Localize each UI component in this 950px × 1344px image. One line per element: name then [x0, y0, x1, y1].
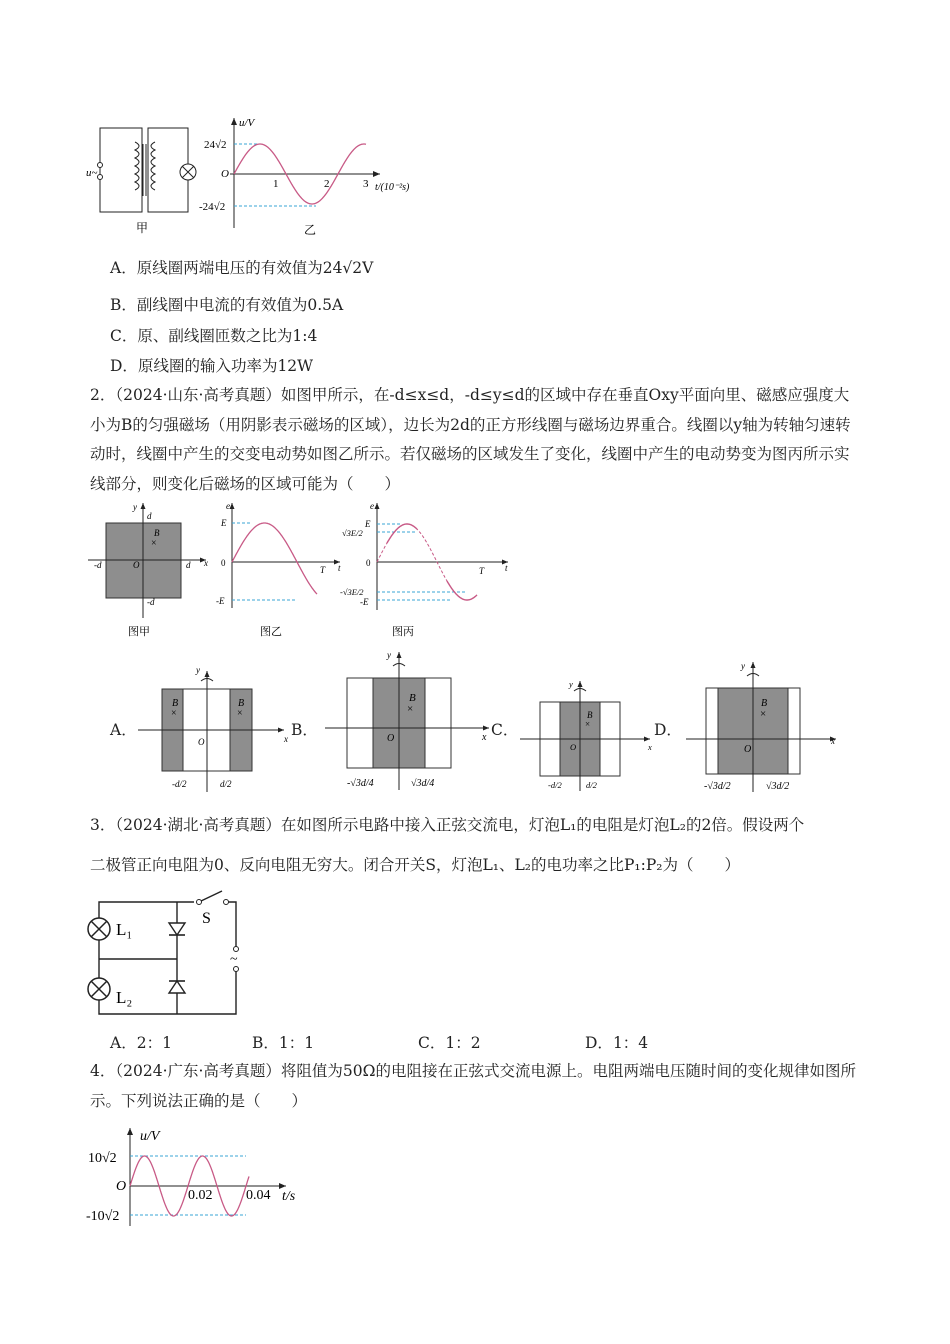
- svg-text:-24√2: -24√2: [199, 201, 226, 213]
- q3-circuit: [82, 885, 252, 1020]
- q2-option-b-label[interactable]: B．: [291, 721, 318, 739]
- svg-text:×: ×: [151, 538, 157, 549]
- svg-text:0.02: 0.02: [188, 1188, 213, 1203]
- svg-text:√3d/2: √3d/2: [766, 781, 790, 792]
- q4-voltage-graph: [86, 1122, 316, 1232]
- svg-text:B: B: [154, 528, 160, 538]
- svg-text:T: T: [320, 565, 326, 575]
- svg-text:2: 2: [324, 178, 330, 190]
- q1-option-b[interactable]: B．副线圈中电流的有效值为0.5A: [110, 296, 344, 314]
- q4-stem: 4．（2024·广东·高考真题）将阻值为50Ω的电阻接在正弦式交流电源上。电阻两端电压随时间的变化规律如图所示。下列说法正确的是（ ）: [90, 1062, 857, 1110]
- svg-text:B: B: [238, 698, 245, 709]
- q1-figure: [84, 110, 424, 245]
- svg-text:-√3E/2: -√3E/2: [340, 587, 364, 597]
- q2-option-d-label[interactable]: D．: [654, 721, 682, 739]
- svg-text:O: O: [116, 1179, 127, 1194]
- q2-fig-jia: [88, 500, 213, 642]
- svg-text:x: x: [284, 734, 288, 744]
- q2-fig-bing: [340, 500, 518, 642]
- q2-option-a-figure[interactable]: [138, 665, 288, 795]
- svg-text:图甲: 图甲: [128, 626, 150, 638]
- svg-text:T: T: [479, 566, 485, 576]
- q2-option-b-figure[interactable]: [325, 648, 495, 798]
- svg-text:0: 0: [221, 558, 226, 568]
- svg-text:×: ×: [407, 703, 414, 715]
- svg-text:-d/2: -d/2: [172, 779, 187, 789]
- svg-text:u~: u~: [86, 167, 98, 179]
- svg-text:x: x: [482, 732, 487, 743]
- svg-text:~: ~: [230, 952, 238, 967]
- svg-text:×: ×: [585, 719, 591, 729]
- svg-text:-d: -d: [94, 560, 102, 570]
- svg-text:y: y: [133, 502, 137, 512]
- q3-stem-line2: 二极管正向电阻为0、反向电阻无穷大。闭合开关S，灯泡L₁、L₂的电功率之比P₁:P₂为（ ）: [90, 856, 741, 874]
- svg-text:y: y: [569, 679, 573, 689]
- svg-text:y: y: [741, 661, 745, 671]
- svg-text:×: ×: [760, 708, 767, 720]
- q2-stem: 2．（2024·山东·高考真题）如图甲所示，在-d≤x≤d，-d≤y≤d的区域中存在垂直Oxy平面向里、磁感应强度大小为B的匀强磁场（用阴影表示磁场的区域），边长为2d的正方形线圈与磁场边界重合。线圈以y轴为转轴匀速转动时，线圈中产生的交变电动势如图乙所示。若仅磁场的区域发生了变化，线圈中产生的电动势变为图丙所示实线部分，则变化后磁场的区域可能为（ ）: [90, 386, 851, 493]
- svg-text:E: E: [365, 519, 371, 529]
- svg-text:O: O: [744, 744, 752, 755]
- svg-text:-√3d/4: -√3d/4: [347, 778, 374, 789]
- q1-option-d[interactable]: D．原线圈的输入功率为12W: [110, 357, 314, 375]
- svg-text:d/2: d/2: [586, 780, 597, 790]
- svg-text:-d/2: -d/2: [548, 780, 562, 790]
- svg-text:d: d: [186, 560, 191, 570]
- svg-text:O: O: [387, 733, 395, 744]
- svg-text:S: S: [202, 910, 211, 927]
- caption-jia: 甲: [136, 221, 149, 235]
- svg-text:t/s: t/s: [282, 1189, 296, 1204]
- diode-upper-icon: [169, 923, 185, 935]
- voltage-graph: [199, 117, 410, 228]
- svg-text:t: t: [505, 563, 508, 573]
- svg-text:√3E/2: √3E/2: [342, 528, 363, 538]
- svg-text:L₂: L₂: [116, 988, 133, 1007]
- svg-text:L₁: L₁: [116, 920, 133, 939]
- q2-fig-yi: [212, 500, 342, 642]
- svg-text:e: e: [226, 501, 230, 511]
- caption-yi: 乙: [304, 223, 317, 237]
- svg-text:0: 0: [366, 558, 371, 568]
- svg-text:E: E: [221, 518, 227, 528]
- svg-text:-E: -E: [216, 596, 225, 606]
- q2-option-a-label[interactable]: A．: [110, 721, 137, 739]
- svg-text:B: B: [587, 710, 593, 720]
- svg-text:y: y: [196, 665, 200, 675]
- q3-option-c[interactable]: C．1：2: [418, 1034, 481, 1052]
- svg-text:x: x: [648, 742, 652, 752]
- svg-text:图丙: 图丙: [392, 626, 414, 638]
- transformer-circuit: [86, 128, 196, 212]
- svg-text:O: O: [221, 168, 229, 180]
- svg-text:d/2: d/2: [220, 779, 232, 789]
- svg-text:0.04: 0.04: [246, 1188, 271, 1203]
- svg-text:t: t: [338, 563, 341, 573]
- q1-option-a[interactable]: A．原线圈两端电压的有效值为24√2V: [110, 259, 374, 277]
- q2-option-d-figure[interactable]: [686, 656, 846, 796]
- svg-text:√3d/4: √3d/4: [411, 778, 435, 789]
- q1-option-c[interactable]: C．原、副线圈匝数之比为1:4: [110, 327, 318, 345]
- q3-option-d[interactable]: D．1：4: [585, 1034, 649, 1052]
- svg-text:x: x: [204, 558, 208, 568]
- svg-text:u/V: u/V: [140, 1129, 160, 1144]
- q2-option-c-figure[interactable]: [520, 676, 660, 796]
- q3-option-b[interactable]: B．1：1: [252, 1034, 315, 1052]
- svg-text:图乙: 图乙: [260, 626, 282, 638]
- svg-text:B: B: [172, 698, 179, 709]
- svg-text:×: ×: [171, 708, 177, 719]
- svg-text:e: e: [370, 501, 374, 511]
- svg-text:-d: -d: [147, 597, 155, 607]
- svg-text:u/V: u/V: [239, 117, 255, 129]
- svg-text:24√2: 24√2: [204, 139, 227, 151]
- svg-text:-√3d/2: -√3d/2: [704, 781, 731, 792]
- svg-text:t/(10⁻²s): t/(10⁻²s): [375, 182, 410, 193]
- q2-option-c-label[interactable]: C．: [491, 721, 519, 739]
- svg-text:3: 3: [363, 178, 369, 190]
- q3-stem-line1: 3．（2024·湖北·高考真题）在如图所示电路中接入正弦交流电，灯泡L₁的电阻是灯泡L₂的2倍。假设两个: [90, 816, 805, 834]
- svg-text:x: x: [831, 736, 835, 746]
- svg-text:B: B: [761, 698, 768, 709]
- svg-text:-E: -E: [360, 597, 369, 607]
- svg-text:10√2: 10√2: [88, 1151, 117, 1166]
- svg-text:1: 1: [273, 178, 279, 190]
- svg-text:O: O: [570, 742, 577, 752]
- svg-text:y: y: [387, 650, 391, 660]
- svg-text:B: B: [409, 692, 416, 704]
- svg-text:×: ×: [237, 708, 243, 719]
- svg-text:O: O: [133, 560, 140, 570]
- svg-text:-10√2: -10√2: [86, 1209, 120, 1224]
- q3-option-a[interactable]: A．2：1: [110, 1034, 172, 1052]
- svg-text:d: d: [147, 511, 152, 521]
- diode-lower-icon: [169, 981, 185, 993]
- svg-text:O: O: [198, 737, 205, 747]
